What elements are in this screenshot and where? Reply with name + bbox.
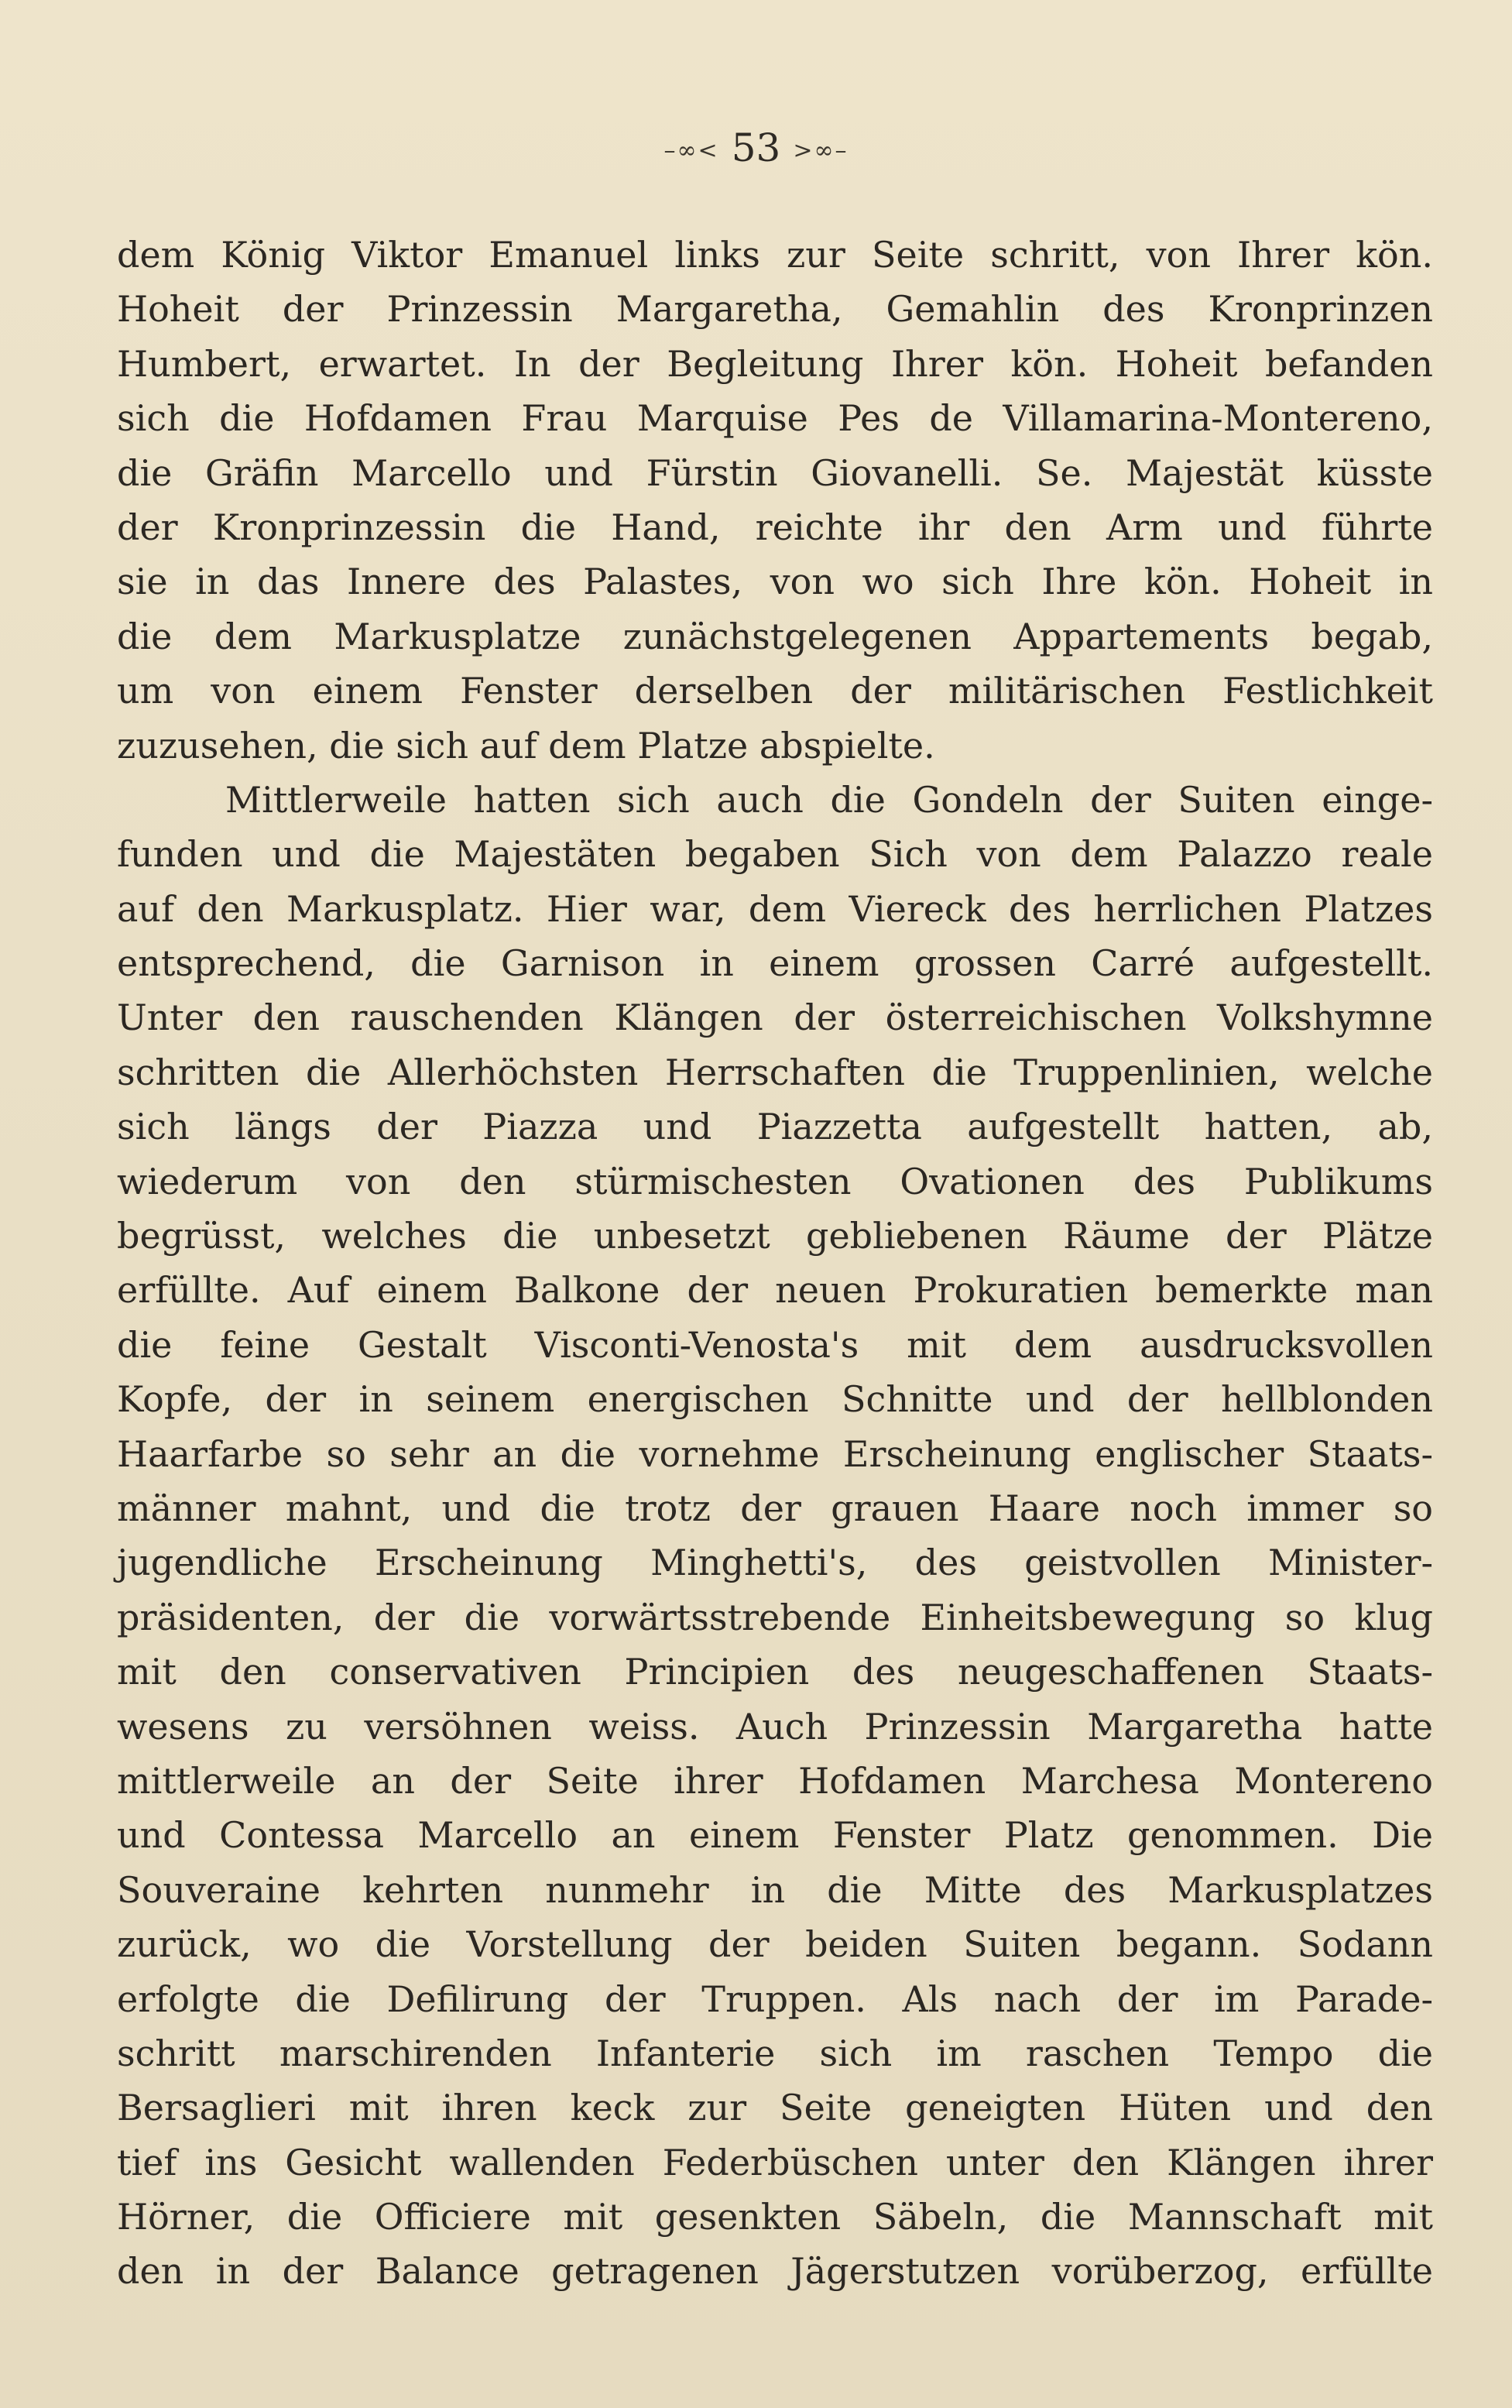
body-text [117,228,1433,2299]
page-number: 53 [731,125,781,170]
text-line: Bersaglieri mit ihren keck zur Seite geneigten Hüten und den [117,2087,1433,2129]
page-header [0,125,1512,170]
text-line: erfolgte die Defilirung der Truppen. Als nach der im Parade- [117,1978,1433,2020]
text-line: wesens zu versöhnen weiss. Auch Prinzessin Margaretha hatte [117,1705,1433,1748]
text-line: begrüsst, welches die unbesetzt gebliebenen Räume der Plätze [117,1215,1433,1257]
text-line: die dem Markusplatze zunächstgelegenen Appartements begab, [117,615,1433,657]
ornament-right: >∞– [793,137,849,164]
text-line: die Gräfin Marcello und Fürstin Giovanelli. Se. Majestät küsste [117,451,1433,494]
text-line: zurück, wo die Vorstellung der beiden Suiten begann. Sodann [117,1923,1433,1966]
text-line: tief ins Gesicht wallenden Federbüschen unter den Klängen ihrer [117,2141,1433,2183]
ornament-left: –∞< [663,137,719,164]
text-line: jugendliche Erscheinung Minghetti's, des geistvollen Minister- [117,1542,1433,1584]
text-line: erfüllte. Auf einem Balkone der neuen Prokuratien bemerkte man [117,1269,1433,1312]
text-line: und Contessa Marcello an einem Fenster Platz genommen. Die [117,1814,1433,1857]
text-line: sich längs der Piazza und Piazzetta aufgestellt hatten, ab, [117,1106,1433,1148]
text-line: schritt marschirenden Infanterie sich im raschen Tempo die [117,2032,1433,2074]
text-line: sie in das Innere des Palastes, von wo sich Ihre kön. Hoheit in [117,561,1433,603]
text-line: Kopfe, der in seinem energischen Schnitte und der hellblonden [117,1378,1433,1421]
text-line: den in der Balance getragenen Jägerstutzen vorüberzog, erfüllte [117,2250,1433,2293]
text-line: die feine Gestalt Visconti-Venosta's mit dem ausdrucksvollen [117,1323,1433,1366]
text-line: mit den conservativen Principien des neugeschaffenen Staats- [117,1651,1433,1693]
text-line: Humbert, erwartet. In der Begleitung Ihrer kön. Hoheit befanden [117,342,1433,385]
text-line: auf den Markusplatz. Hier war, dem Viereck des herrlichen Platzes [117,887,1433,930]
text-line: Souveraine kehrten nunmehr in die Mitte des Markusplatzes [117,1868,1433,1911]
text-line: entsprechend, die Garnison in einem grossen Carré aufgestellt. [117,942,1433,985]
paragraph-start-line: Mittlerweile hatten sich auch die Gondeln der Suiten einge- [225,778,1433,821]
text-line: Haarfarbe so sehr an die vornehme Erscheinung englischer Staats- [117,1432,1433,1475]
text-line: dem König Viktor Emanuel links zur Seite schritt, von Ihrer kön. [117,234,1433,276]
text-line: präsidenten, der die vorwärtsstrebende Einheitsbewegung so klug [117,1596,1433,1638]
text-line: funden und die Majestäten begaben Sich von dem Palazzo reale [117,833,1433,876]
text-line: schritten die Allerhöchsten Herrschaften die Truppenlinien, welche [117,1051,1433,1093]
text-line: Unter den rauschenden Klängen der österreichischen Volkshymne [117,996,1433,1039]
text-line: der Kronprinzessin die Hand, reichte ihr den Arm und führte [117,506,1433,548]
text-line: um von einem Fenster derselben der militärischen Festlichkeit [117,670,1433,712]
text-line: Hoheit der Prinzessin Margaretha, Gemahlin des Kronprinzen [117,288,1433,331]
text-line: männer mahnt, und die trotz der grauen Haare noch immer so [117,1487,1433,1529]
text-line: sich die Hofdamen Frau Marquise Pes de Villamarina-Montereno, [117,397,1433,440]
text-line: mittlerweile an der Seite ihrer Hofdamen Marchesa Montereno [117,1759,1433,1802]
paragraph-end-line: zuzusehen, die sich auf dem Platze abspielte. [117,724,935,767]
text-line: Hörner, die Officiere mit gesenkten Säbeln, die Mannschaft mit [117,2196,1433,2238]
text-line: wiederum von den stürmischesten Ovationen des Publikums [117,1160,1433,1202]
